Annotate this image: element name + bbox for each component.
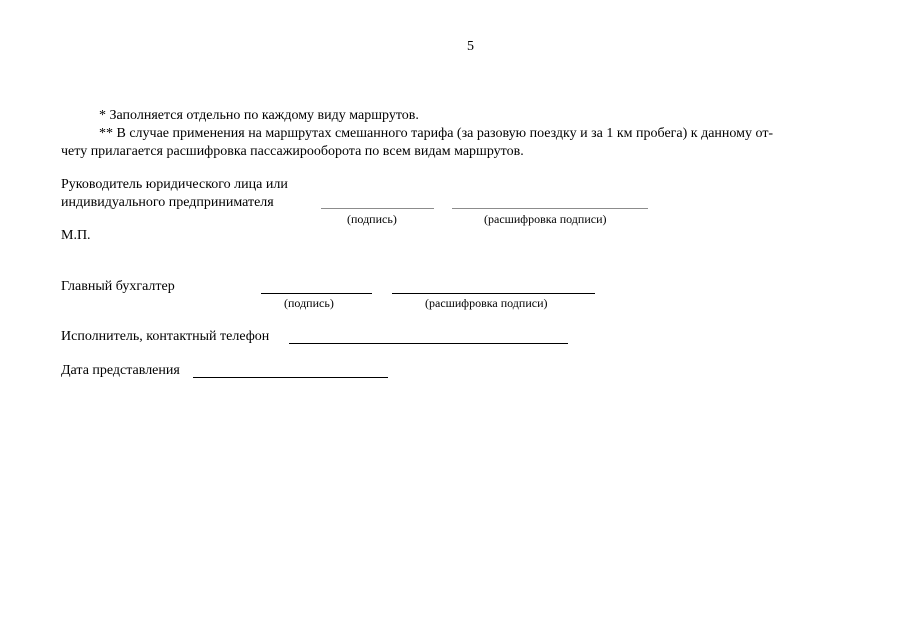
footnote-single-asterisk: * Заполняется отдельно по каждому виду маршрутов. — [99, 108, 419, 123]
head-decoding-caption: (расшифровка подписи) — [484, 212, 607, 226]
accountant-signature-caption: (подпись) — [284, 296, 334, 310]
footnote-double-asterisk-line2: чету прилагается расшифровка пассажирооборота по всем видам маршрутов. — [61, 144, 524, 159]
head-signature-label-line1: Руководитель юридического лица или — [61, 177, 288, 192]
seal-mark: М.П. — [61, 228, 91, 243]
accountant-signature-line — [261, 293, 372, 294]
executor-phone-line — [289, 343, 568, 344]
executor-label: Исполнитель, контактный телефон — [61, 329, 270, 344]
head-signature-line — [321, 208, 434, 209]
head-decoding-line — [452, 208, 648, 209]
accountant-decoding-line — [392, 293, 595, 294]
submission-date-label: Дата представления — [61, 363, 180, 378]
accountant-decoding-caption: (расшифровка подписи) — [425, 296, 548, 310]
submission-date-line — [193, 377, 388, 378]
head-signature-label-line2: индивидуального предпринимателя — [61, 195, 274, 210]
page-number: 5 — [467, 39, 474, 54]
accountant-label: Главный бухгалтер — [61, 279, 175, 294]
head-signature-caption: (подпись) — [347, 212, 397, 226]
footnote-double-asterisk-line1: ** В случае применения на маршрутах смешанного тарифа (за разовую поездку и за 1 км пробега) к данному от- — [99, 126, 774, 141]
